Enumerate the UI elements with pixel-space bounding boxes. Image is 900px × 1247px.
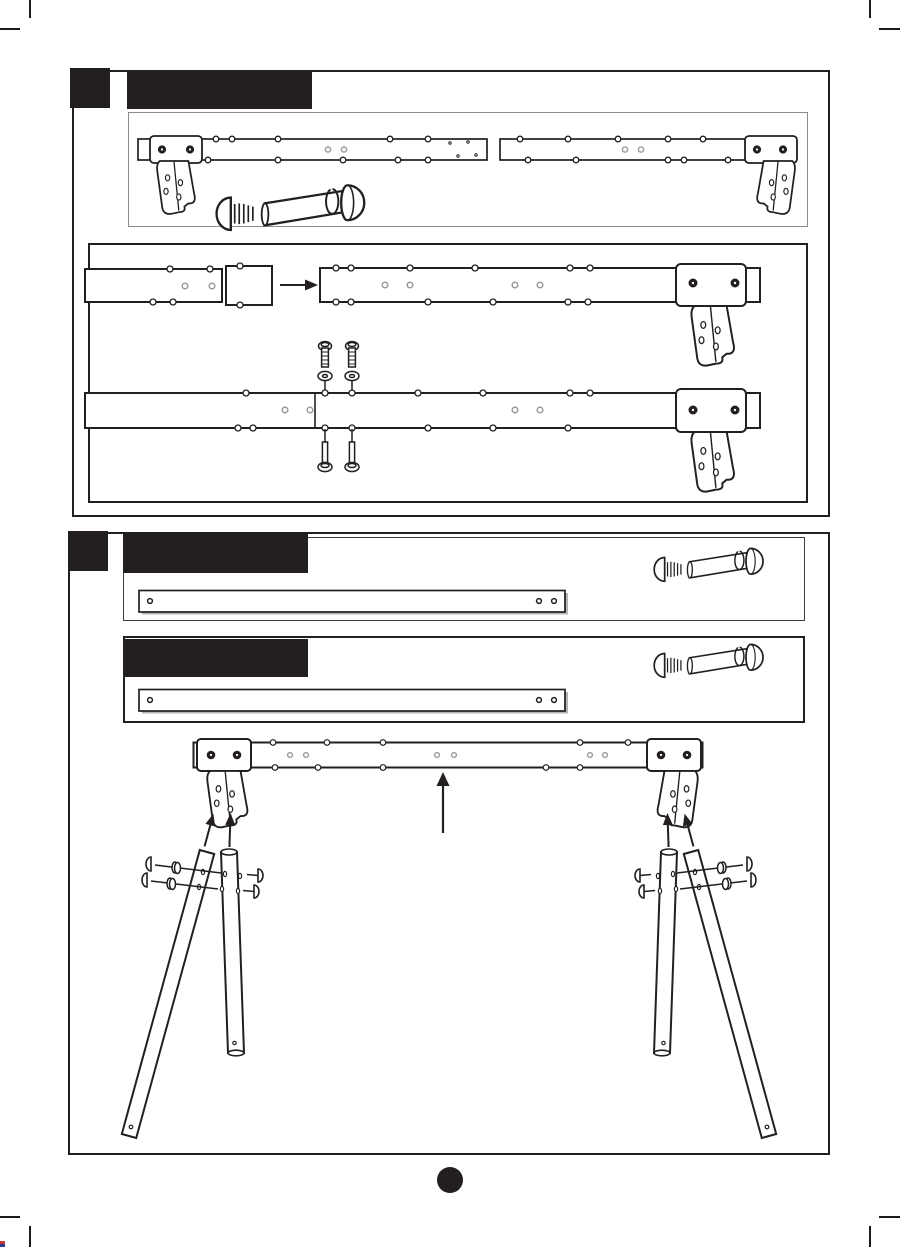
right-end-bracket bbox=[658, 771, 698, 827]
joined-rail-bracket bbox=[691, 306, 734, 366]
crop-mark-top-left-h bbox=[0, 28, 20, 30]
left-top-rail bbox=[138, 136, 487, 163]
crop-mark-top-left-v bbox=[29, 0, 31, 18]
right-t-connector bbox=[745, 136, 797, 163]
step2-box2-title-bar bbox=[123, 639, 308, 677]
right-end-connector bbox=[647, 739, 701, 771]
center-arrow bbox=[437, 772, 450, 833]
bolt-sleeve-callout bbox=[217, 185, 365, 230]
join-arrow bbox=[280, 280, 318, 291]
bolt-sleeve-callout-2 bbox=[648, 642, 773, 684]
assembled-rail bbox=[85, 389, 760, 432]
leg-arrows bbox=[200, 812, 698, 847]
bolts-from-below bbox=[318, 429, 359, 472]
page-number-dot bbox=[437, 1167, 463, 1193]
crop-mark-bottom-right-v bbox=[869, 1226, 871, 1247]
crop-mark-top-right-v bbox=[869, 0, 871, 18]
step1-panel-a-diagram bbox=[128, 112, 808, 227]
rail-half bbox=[85, 266, 222, 305]
assembled-top-rail bbox=[194, 739, 703, 771]
left-end-connector bbox=[197, 739, 251, 771]
crop-mark-bottom-left-v bbox=[29, 1226, 31, 1247]
assembled-rail-bracket bbox=[691, 432, 734, 492]
bolt-sleeve-callout-1 bbox=[648, 546, 773, 588]
right-leg-pair bbox=[654, 849, 776, 1138]
crop-mark-bottom-left-h bbox=[0, 1216, 20, 1218]
step1-title-bar bbox=[127, 70, 312, 109]
screws-with-washers bbox=[318, 342, 359, 394]
right-rail-bracket bbox=[757, 161, 795, 214]
crop-mark-top-right-h bbox=[879, 28, 900, 30]
brace-bar-1 bbox=[138, 589, 572, 617]
right-inner-leg bbox=[654, 852, 677, 1053]
step1-badge bbox=[70, 68, 110, 108]
frame-assembly-diagram bbox=[68, 725, 830, 1155]
step2-badge bbox=[68, 531, 108, 571]
crop-mark-bottom-right-h bbox=[879, 1216, 900, 1218]
joined-rail bbox=[320, 264, 760, 306]
right-top-rail bbox=[500, 136, 797, 163]
left-rail-bracket bbox=[157, 161, 195, 214]
left-leg-pair bbox=[122, 849, 244, 1138]
step2-box1-title-bar bbox=[123, 533, 308, 573]
coupler-sleeve bbox=[226, 266, 272, 305]
brace-bar-2 bbox=[138, 688, 572, 716]
left-outer-leg bbox=[122, 850, 214, 1138]
left-inner-leg bbox=[221, 852, 244, 1053]
right-outer-leg bbox=[684, 850, 776, 1138]
step1-panel-b-diagram bbox=[88, 243, 808, 503]
left-t-connector bbox=[150, 136, 202, 163]
